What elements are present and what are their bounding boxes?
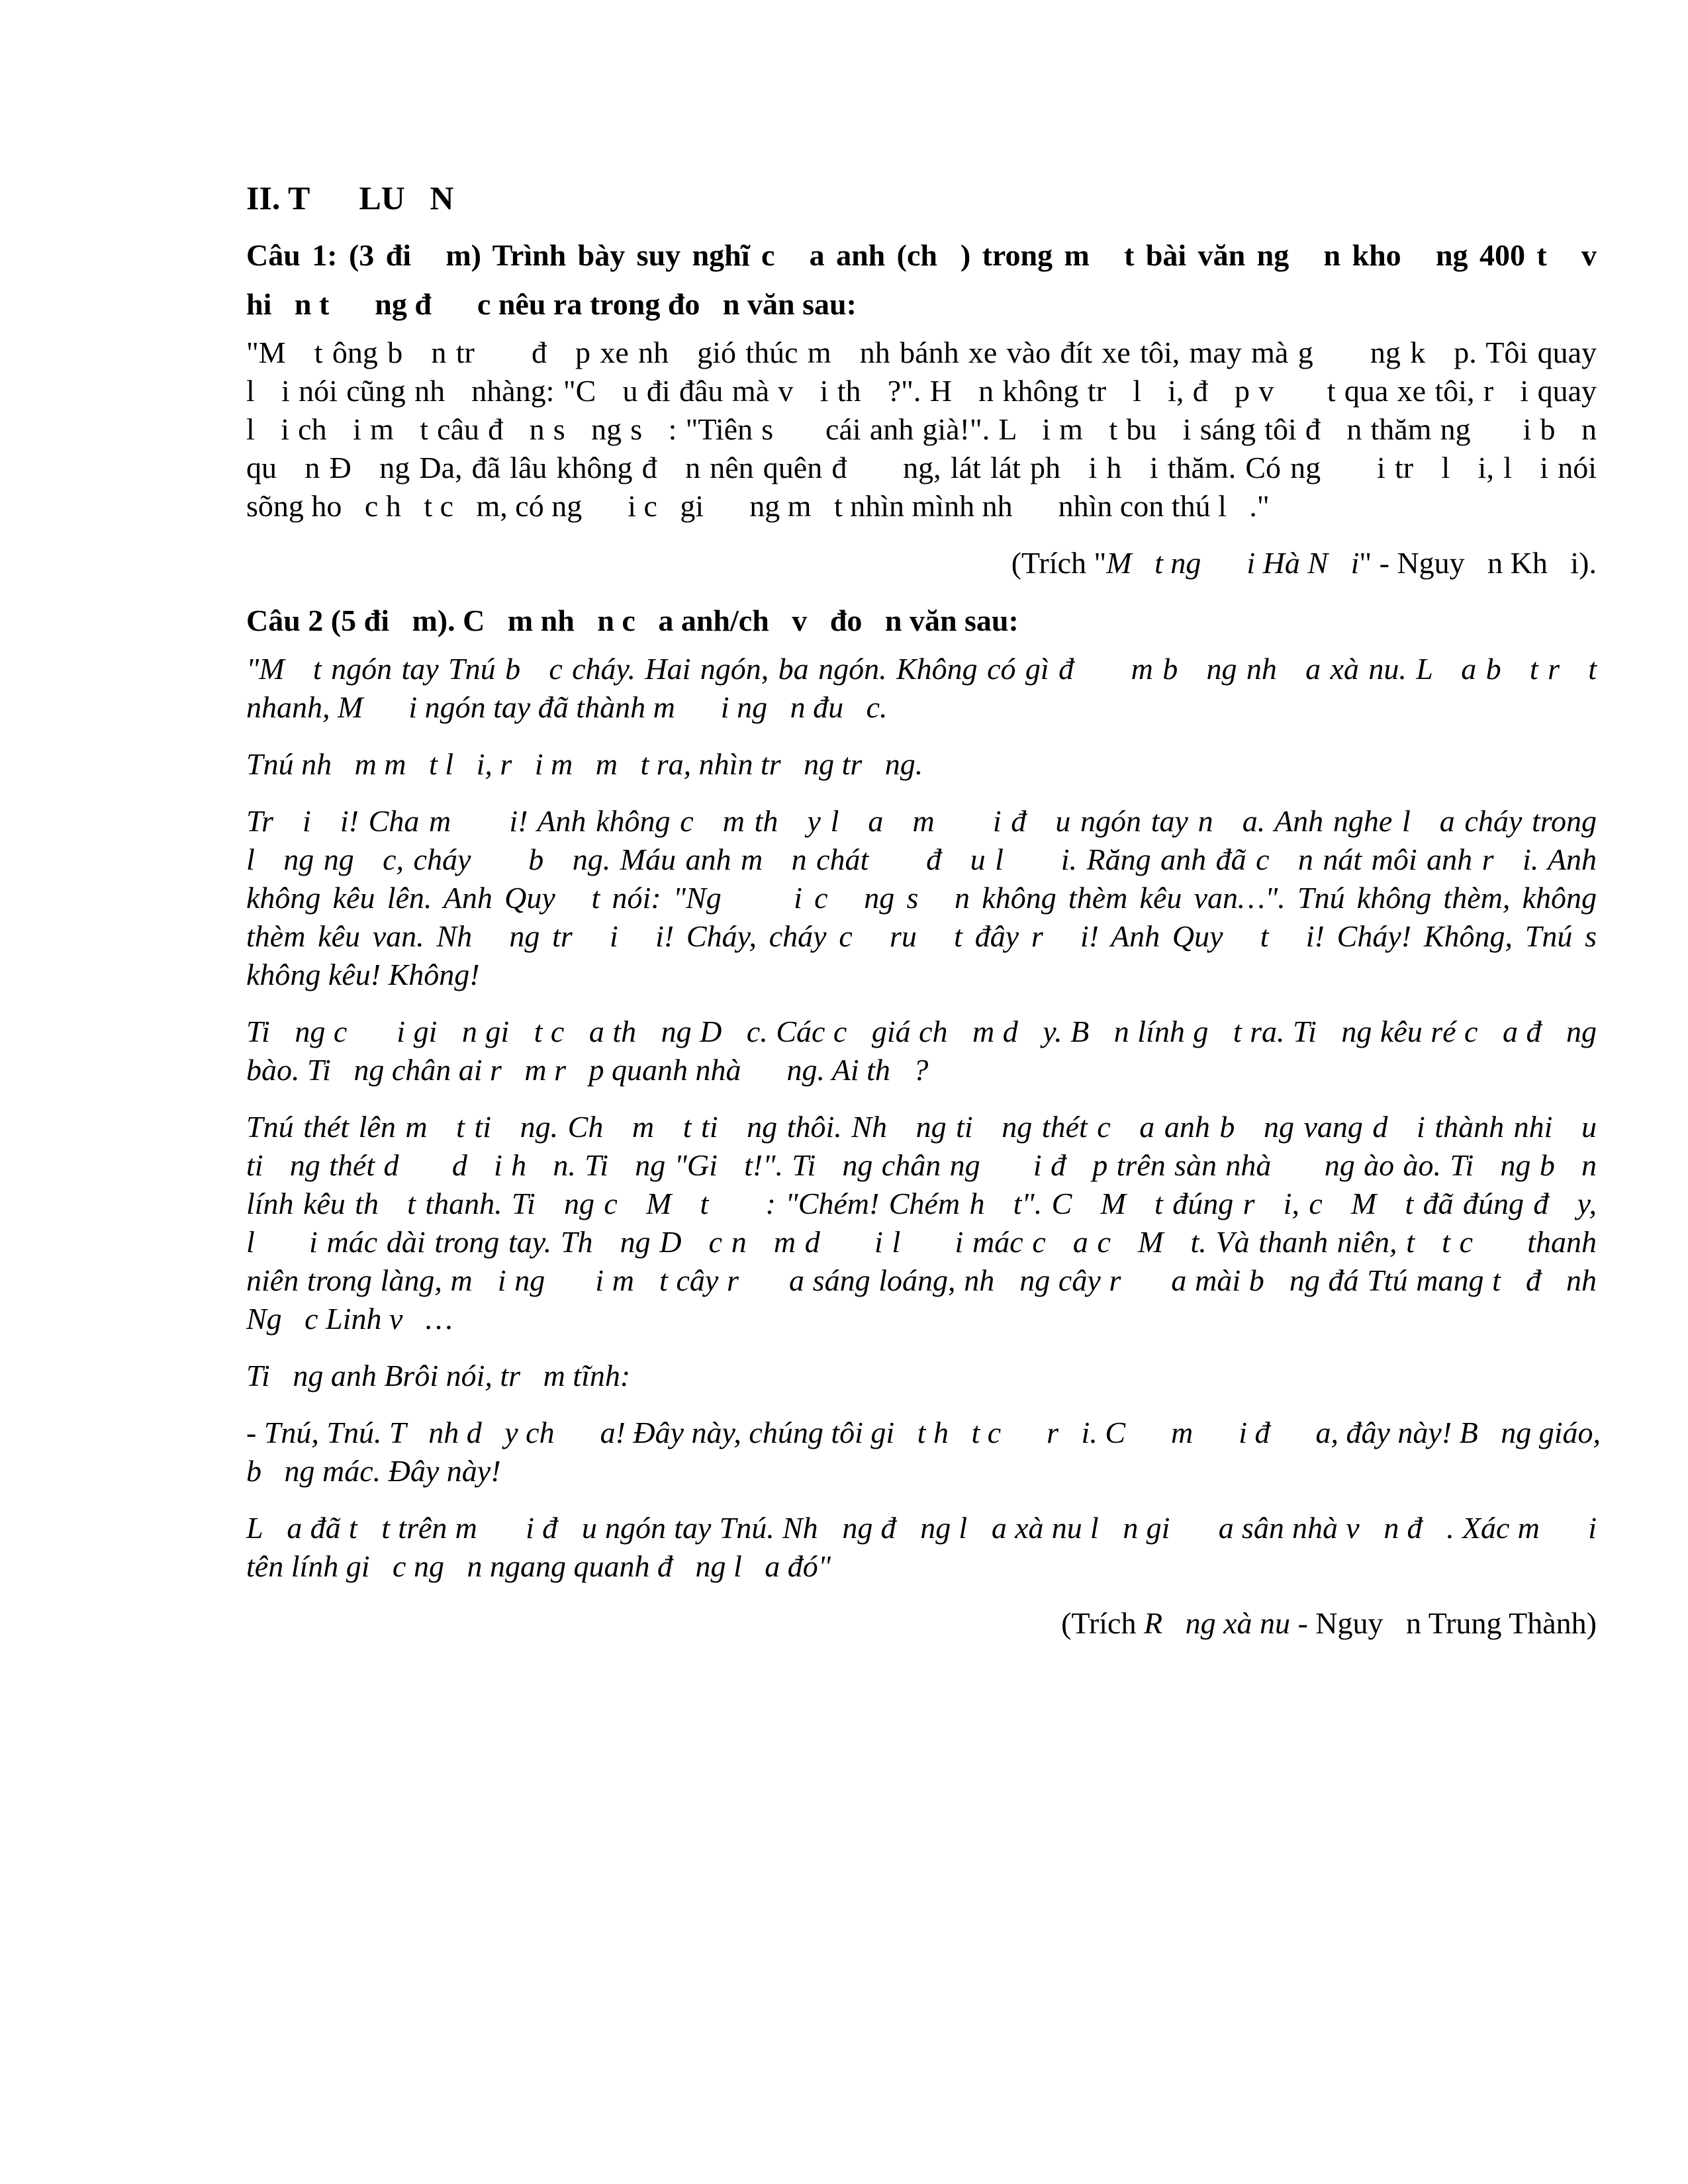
passage-line: niên trong làng, m i ng i m t cây r a sáng loáng, nh ng cây r a mài b ng đá Ttú mang t đ nh <box>246 1263 1597 1297</box>
question-1-passage <box>246 334 1597 525</box>
passage-paragraph <box>246 1013 1597 1089</box>
passage-line: Ti ng c i gi n gi t c a th ng D c. Các c giá ch m d y. B n lính g t ra. Ti ng kêu ré c a đ ng <box>246 1015 1597 1048</box>
passage-line: Tr i i! Cha m i! Anh không c m th y l a m i đ u ngón tay n a. Anh nghe l a cháy trong <box>246 804 1597 838</box>
passage-line: l i nói cũng nh nhàng: "C u đi đâu mà v i th ?". H n không tr l i, đ p v t qua xe tôi, r i quay <box>246 374 1597 408</box>
source-prefix: (Trích <box>1061 1606 1144 1640</box>
source-title: R ng xà nu <box>1143 1606 1290 1640</box>
passage-line: Tnú nh m m t l i, r i m m t ra, nhìn tr ng tr ng. <box>246 747 923 781</box>
passage-line: "M t ngón tay Tnú b c cháy. Hai ngón, ba ngón. Không có gì đ m b ng nh a xà nu. L a b t r t <box>246 652 1597 686</box>
passage-line: sõng ho c h t c m, có ng i c gi ng m t nhìn mình nh nhìn con thú l ." <box>246 489 1270 523</box>
passage-line: Ng c Linh v … <box>246 1302 453 1336</box>
passage-line: ti ng thét d d i h n. Ti ng "Gi t!". Ti ng chân ng i đ p trên sàn nhà ng ào ào. Ti ng b n <box>246 1148 1597 1182</box>
source-title: M t ng i Hà N i <box>1106 546 1360 580</box>
passage-line: "M t ông b n tr đ p xe nh gió thúc m nh bánh xe vào đít xe tôi, may mà g ng k p. Tôi quay <box>246 336 1597 369</box>
passage-paragraph <box>246 1509 1597 1586</box>
passage-line: l i mác dài trong tay. Th ng D c n m d i l i mác c a c M t. Và thanh niên, t t c thanh <box>246 1225 1597 1259</box>
question-1-title-line-1: Câu 1: (3 đi m) Trình bày suy nghĩ c a anh (ch ) trong m t bài văn ng n kho ng 400 t v <box>246 238 1597 272</box>
question-1-source <box>246 544 1597 582</box>
passage-paragraph <box>246 745 1597 784</box>
passage-line: không kêu! Không! <box>246 958 480 991</box>
passage-line: nhanh, M i ngón tay đã thành m i ng n đu c. <box>246 690 888 724</box>
passage-line: l i ch i m t câu đ n s ng s : "Tiên s cái anh già!". L i m t bu i sáng tôi đ n thăm ng i b n <box>246 412 1597 446</box>
source-suffix: " - Nguy n Kh i). <box>1359 546 1597 580</box>
section-heading: II. T LU N <box>246 179 454 216</box>
question-2-title: Câu 2 (5 đi m). C m nh n c a anh/ch v đo n văn sau: <box>246 604 1019 637</box>
question-2-source <box>246 1604 1597 1643</box>
passage-paragraph <box>246 802 1597 994</box>
passage-line: l ng ng c, cháy b ng. Máu anh m n chát đ u l i. Răng anh đã c n nát môi anh r i. Anh <box>246 842 1597 876</box>
passage-line: - Tnú, Tnú. T nh d y ch a! Đây này, chúng tôi gi t h t c r i. C m i đ a, đây này! B ng giáo, <box>246 1416 1601 1449</box>
question-2-passage <box>246 650 1601 1586</box>
passage-line: qu n Đ ng Da, đã lâu không đ n nên quên đ ng, lát lát ph i h i thăm. Có ng i tr l i, l i nói <box>246 451 1597 484</box>
passage-line: không kêu lên. Anh Quy t nói: "Ng i c ng s n không thèm kêu van…". Tnú không thèm, không <box>246 881 1597 915</box>
passage-line: Tnú thét lên m t ti ng. Ch m t ti ng thôi. Nh ng ti ng thét c a anh b ng vang d i thành nhi u <box>246 1110 1597 1144</box>
passage-line: lính kêu th t thanh. Ti ng c M t : "Chém! Chém h t". C M t đúng r i, c M t đã đúng đ y, <box>246 1187 1597 1220</box>
passage-line: Ti ng anh Brôi nói, tr m tĩnh: <box>246 1359 631 1392</box>
passage-line: L a đã t t trên m i đ u ngón tay Tnú. Nh ng đ ng l a xà nu l n gi a sân nhà v n đ . Xác m i <box>246 1511 1597 1545</box>
source-prefix: (Trích " <box>1011 546 1107 580</box>
document-page <box>246 177 1601 1661</box>
passage-line: bào. Ti ng chân ai r m r p quanh nhà ng. Ai th ? <box>246 1053 929 1087</box>
question-1-title-line-2: hi n t ng đ c nêu ra trong đo n văn sau: <box>246 287 857 321</box>
passage-paragraph <box>246 1108 1597 1338</box>
passage-paragraph <box>246 650 1597 727</box>
passage-paragraph <box>246 1414 1601 1490</box>
passage-line: thèm kêu van. Nh ng tr i i! Cháy, cháy c ru t đây r i! Anh Quy t i! Cháy! Không, Tnú s <box>246 919 1597 953</box>
passage-line: tên lính gi c ng n ngang quanh đ ng l a đó" <box>246 1549 831 1583</box>
source-suffix: - Nguy n Trung Thành) <box>1289 1606 1597 1640</box>
passage-paragraph <box>246 1357 1597 1395</box>
passage-line: b ng mác. Đây này! <box>246 1454 501 1488</box>
